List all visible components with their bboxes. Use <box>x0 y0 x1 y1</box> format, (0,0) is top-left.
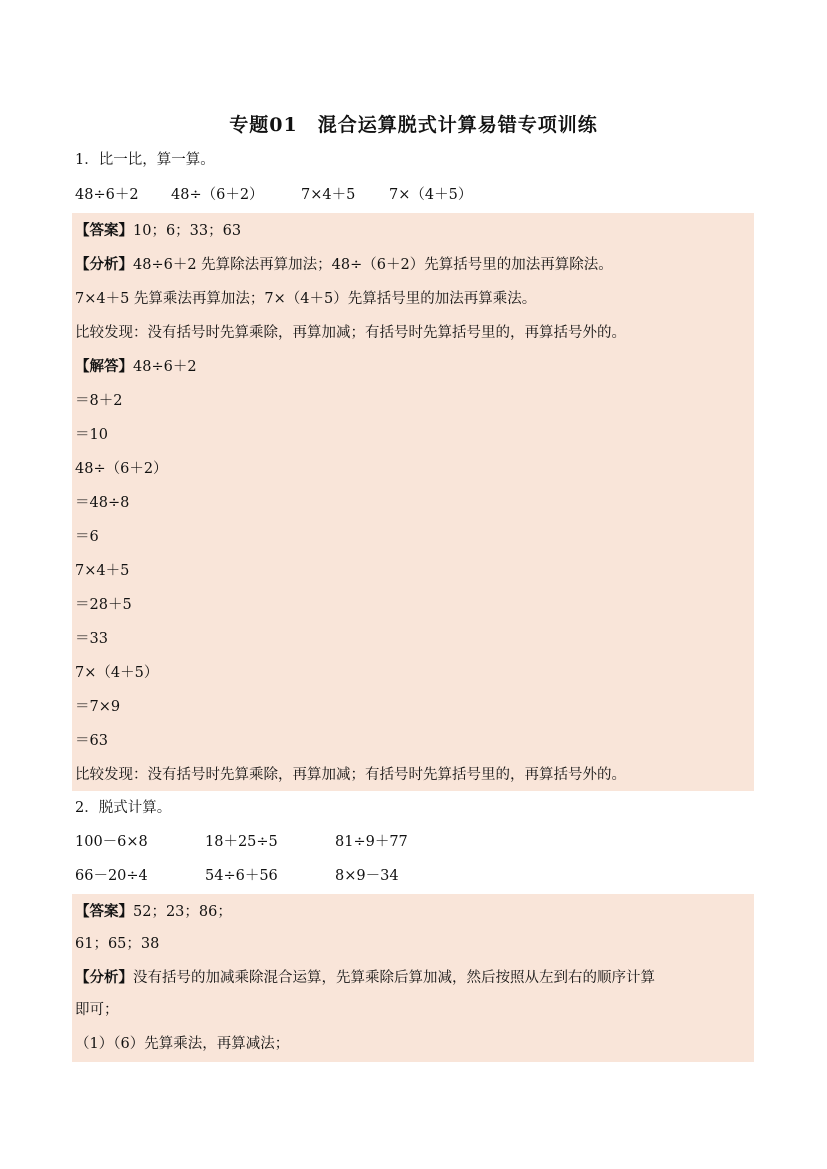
q1-expr-2: 48÷（6＋2） <box>171 187 264 203</box>
q1-expr-3: 7×4＋5 <box>301 187 356 203</box>
answer-tag: 【答案】 <box>75 222 133 239</box>
q1-step: 48÷（6＋2） <box>75 461 168 477</box>
q2-analysis-line-2: 即可； <box>75 1002 119 1018</box>
solution-tag: 【解答】 <box>75 358 133 375</box>
q1-answer: 10；6；33；63 <box>133 223 242 239</box>
question-1-prompt: 1．比一比，算一算。 <box>75 152 215 168</box>
q1-step: ＝63 <box>75 733 108 749</box>
page-title: 专题01 混合运算脱式计算易错专项训练 <box>229 114 598 136</box>
q1-answer-line <box>75 221 241 241</box>
question-2-prompt: 2．脱式计算。 <box>75 800 172 816</box>
q1-solution-line <box>75 357 197 377</box>
q2-analysis-1: 没有括号的加减乘除混合运算，先算乘除后算加减，然后按照从左到右的顺序计算 <box>133 970 655 986</box>
question-1-answer-box <box>72 213 754 791</box>
q1-step: ＝8＋2 <box>75 393 123 409</box>
q2-answer-line-1 <box>75 902 232 922</box>
analysis-tag: 【分析】 <box>75 256 133 273</box>
question-2-row-1 <box>75 832 775 852</box>
q1-conclusion: 比较发现：没有括号时先算乘除，再算加减；有括号时先算括号里的，再算括号外的。 <box>75 767 626 783</box>
q1-analysis-line-2: 7×4＋5 先算乘法再算加法；7×（4＋5）先算括号里的加法再算乘法。 <box>75 291 537 307</box>
q1-analysis-line-3: 比较发现：没有括号时先算乘除，再算加减；有括号时先算括号里的，再算括号外的。 <box>75 325 626 341</box>
q1-analysis-line-1 <box>75 255 613 275</box>
q2-expr: 54÷6＋56 <box>205 868 278 884</box>
q1-expr-1: 48÷6＋2 <box>75 187 139 203</box>
q1-analysis-1: 48÷6＋2 先算除法再算加法；48÷（6＋2）先算括号里的加法再算除法。 <box>133 257 613 273</box>
q1-step: 7×4＋5 <box>75 563 130 579</box>
q2-analysis-line-1 <box>75 968 655 988</box>
question-2-row-2 <box>75 866 775 886</box>
q1-solution-first: 48÷6＋2 <box>133 359 197 375</box>
q1-step: 7×（4＋5） <box>75 665 159 681</box>
q1-step: ＝7×9 <box>75 699 121 715</box>
q2-expr: 8×9－34 <box>335 868 399 884</box>
answer-tag: 【答案】 <box>75 903 133 920</box>
q1-step: ＝10 <box>75 427 108 443</box>
q2-expr: 81÷9＋77 <box>335 834 408 850</box>
q2-expr: 100－6×8 <box>75 834 148 850</box>
q2-analysis-line-3: （1）（6）先算乘法，再算减法； <box>75 1036 290 1052</box>
question-2-answer-box <box>72 894 754 1062</box>
q1-step: ＝48÷8 <box>75 495 130 511</box>
q1-step: ＝33 <box>75 631 108 647</box>
q1-step: ＝28＋5 <box>75 597 132 613</box>
q2-expr: 66－20÷4 <box>75 868 148 884</box>
q1-expr-4: 7×（4＋5） <box>389 187 473 203</box>
q2-answer-line-2: 61；65；38 <box>75 936 160 952</box>
question-1-expressions <box>75 185 775 205</box>
q1-step: ＝6 <box>75 529 99 545</box>
q2-expr: 18＋25÷5 <box>205 834 278 850</box>
analysis-tag: 【分析】 <box>75 969 133 986</box>
q2-answer-1: 52；23；86； <box>133 904 232 920</box>
